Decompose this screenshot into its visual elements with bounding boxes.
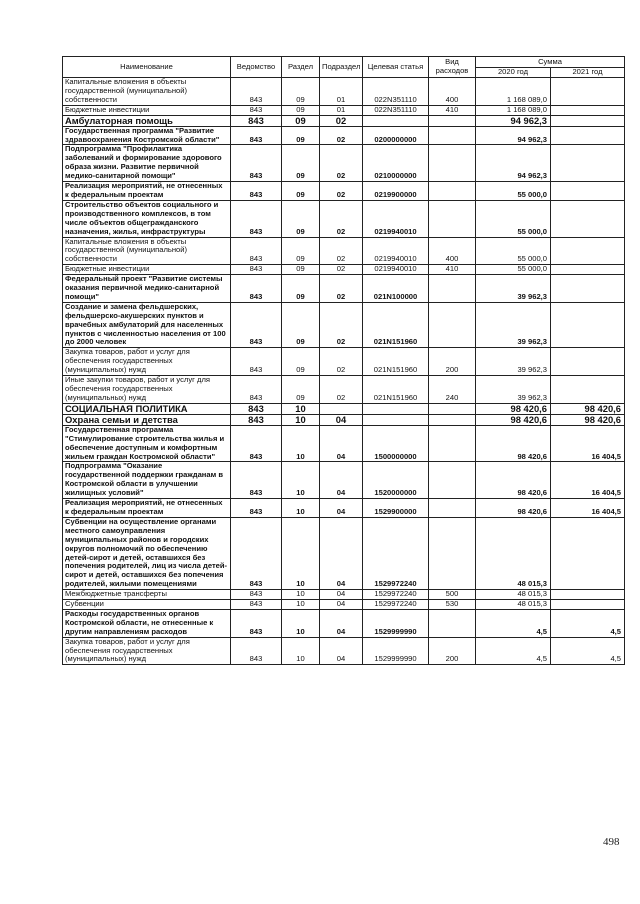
- row-dept: 843: [231, 265, 282, 275]
- row-name: Капитальные вложения в объекты государственной (муниципальной) собственности: [63, 237, 231, 265]
- row-sum-2021: [551, 105, 625, 115]
- row-sum-2021: [551, 78, 625, 106]
- row-subsection: 02: [320, 200, 363, 237]
- row-expense: 200: [429, 348, 476, 376]
- table-row: [63, 200, 625, 237]
- row-section: 09: [282, 115, 320, 126]
- table-row: [63, 145, 625, 182]
- row-name: Реализация мероприятий, не отнесенных к федеральным проектам: [63, 182, 231, 201]
- table-row: [63, 414, 625, 425]
- row-sum-2021: [551, 145, 625, 182]
- row-sum-2020: 55 000,0: [476, 200, 551, 237]
- row-subsection: [320, 403, 363, 414]
- row-sum-2021: [551, 517, 625, 589]
- table-row: [63, 637, 625, 665]
- row-article: 1529999990: [363, 609, 429, 637]
- row-sum-2020: 98 420,6: [476, 425, 551, 462]
- row-sum-2020: 55 000,0: [476, 265, 551, 275]
- row-expense: [429, 499, 476, 518]
- row-section: 09: [282, 78, 320, 106]
- row-section: 09: [282, 182, 320, 201]
- table-row: [63, 499, 625, 518]
- row-dept: 843: [231, 200, 282, 237]
- row-name: Субвенции: [63, 600, 231, 610]
- row-article: 1529972240: [363, 590, 429, 600]
- row-name: Федеральный проект "Развитие системы оказания первичной медико-санитарной помощи": [63, 275, 231, 303]
- row-article: [363, 403, 429, 414]
- row-sum-2021: [551, 275, 625, 303]
- row-name: Реализация мероприятий, не отнесенных к федеральным проектам: [63, 499, 231, 518]
- row-subsection: 02: [320, 302, 363, 348]
- row-subsection: 04: [320, 517, 363, 589]
- row-expense: 500: [429, 590, 476, 600]
- row-name: СОЦИАЛЬНАЯ ПОЛИТИКА: [63, 403, 231, 414]
- row-sum-2021: [551, 600, 625, 610]
- row-name: Амбулаторная помощь: [63, 115, 231, 126]
- row-dept: 843: [231, 115, 282, 126]
- row-article: 0219940010: [363, 237, 429, 265]
- row-name: Создание и замена фельдшерских, фельдшерско-акушерских пунктов и врачебных амбулаторий для населенных пунктов с численностью населения от 100 до 2000 человек: [63, 302, 231, 348]
- row-section: 09: [282, 105, 320, 115]
- row-sum-2020: 39 962,3: [476, 376, 551, 404]
- row-section: 10: [282, 499, 320, 518]
- row-name: Бюджетные инвестиции: [63, 105, 231, 115]
- table-body: [63, 78, 625, 665]
- row-sum-2021: 98 420,6: [551, 403, 625, 414]
- row-dept: 843: [231, 517, 282, 589]
- row-subsection: 02: [320, 182, 363, 201]
- row-subsection: 01: [320, 78, 363, 106]
- row-sum-2021: [551, 115, 625, 126]
- row-article: 021N151960: [363, 348, 429, 376]
- table-row: [63, 78, 625, 106]
- row-sum-2020: 4,5: [476, 637, 551, 665]
- row-sum-2021: [551, 237, 625, 265]
- row-sum-2021: 16 404,5: [551, 425, 625, 462]
- row-section: 09: [282, 237, 320, 265]
- row-expense: [429, 609, 476, 637]
- row-expense: [429, 126, 476, 145]
- row-subsection: 04: [320, 600, 363, 610]
- row-sum-2020: 48 015,3: [476, 600, 551, 610]
- row-dept: 843: [231, 462, 282, 499]
- table-row: [63, 462, 625, 499]
- header-subsection: Подраздел: [320, 57, 363, 78]
- row-sum-2021: [551, 376, 625, 404]
- table-row: [63, 590, 625, 600]
- row-expense: 400: [429, 237, 476, 265]
- row-dept: 843: [231, 105, 282, 115]
- row-expense: [429, 403, 476, 414]
- row-expense: [429, 115, 476, 126]
- row-sum-2021: 16 404,5: [551, 462, 625, 499]
- row-name: Межбюджетные трансферты: [63, 590, 231, 600]
- row-section: 10: [282, 590, 320, 600]
- row-name: Подпрограмма "Оказание государственной поддержки гражданам в Костромской области в улучшении жилищных условий": [63, 462, 231, 499]
- header-article: Целевая статья: [363, 57, 429, 78]
- row-article: [363, 414, 429, 425]
- row-expense: [429, 517, 476, 589]
- row-sum-2020: 55 000,0: [476, 182, 551, 201]
- row-dept: 843: [231, 414, 282, 425]
- row-name: Субвенции на осуществление органами местного самоуправления муниципальных районов и городских округов полномочий по обеспечению детей-сирот и детей, оставшихся без попечения родителей, лиц из числа детей-сирот и детей, оставшихся без попечения родителей, жилыми помещениями: [63, 517, 231, 589]
- row-section: 09: [282, 126, 320, 145]
- row-dept: 843: [231, 302, 282, 348]
- row-section: 10: [282, 600, 320, 610]
- row-dept: 843: [231, 275, 282, 303]
- row-dept: 843: [231, 348, 282, 376]
- row-article: 021N100000: [363, 275, 429, 303]
- row-article: 1500000000: [363, 425, 429, 462]
- row-sum-2021: [551, 200, 625, 237]
- row-article: 0219940010: [363, 200, 429, 237]
- row-sum-2021: 4,5: [551, 609, 625, 637]
- row-dept: 843: [231, 237, 282, 265]
- row-expense: [429, 145, 476, 182]
- row-subsection: 04: [320, 590, 363, 600]
- row-subsection: 02: [320, 275, 363, 303]
- row-sum-2021: [551, 348, 625, 376]
- row-expense: 240: [429, 376, 476, 404]
- row-dept: 843: [231, 182, 282, 201]
- table-row: [63, 182, 625, 201]
- row-section: 10: [282, 517, 320, 589]
- table-row: [63, 403, 625, 414]
- row-section: 10: [282, 403, 320, 414]
- header-section: Раздел: [282, 57, 320, 78]
- row-sum-2020: 98 420,6: [476, 403, 551, 414]
- row-article: 0210000000: [363, 145, 429, 182]
- row-dept: 843: [231, 590, 282, 600]
- row-section: 10: [282, 414, 320, 425]
- row-article: 1520000000: [363, 462, 429, 499]
- row-article: 0219900000: [363, 182, 429, 201]
- row-subsection: 02: [320, 348, 363, 376]
- row-expense: [429, 302, 476, 348]
- row-section: 09: [282, 348, 320, 376]
- row-expense: [429, 275, 476, 303]
- row-subsection: 01: [320, 105, 363, 115]
- row-subsection: 04: [320, 414, 363, 425]
- row-sum-2021: [551, 182, 625, 201]
- row-subsection: 04: [320, 425, 363, 462]
- row-expense: 530: [429, 600, 476, 610]
- row-article: 1529900000: [363, 499, 429, 518]
- row-name: Закупка товаров, работ и услуг для обеспечения государственных (муниципальных) нужд: [63, 348, 231, 376]
- row-sum-2021: [551, 302, 625, 348]
- row-expense: [429, 462, 476, 499]
- row-section: 10: [282, 425, 320, 462]
- row-article: 1529972240: [363, 517, 429, 589]
- row-expense: 200: [429, 637, 476, 665]
- budget-table: [62, 56, 625, 665]
- row-sum-2021: 98 420,6: [551, 414, 625, 425]
- row-expense: [429, 200, 476, 237]
- row-expense: 410: [429, 105, 476, 115]
- table-row: [63, 302, 625, 348]
- row-dept: 843: [231, 425, 282, 462]
- row-sum-2020: 1 168 089,0: [476, 105, 551, 115]
- row-dept: 843: [231, 609, 282, 637]
- row-name: Охрана семьи и детства: [63, 414, 231, 425]
- header-2021: 2021 год: [551, 68, 625, 78]
- header-sum: Сумма: [476, 57, 625, 68]
- header-expense: Вид расходов: [429, 57, 476, 78]
- row-sum-2020: 98 420,6: [476, 462, 551, 499]
- table-row: [63, 425, 625, 462]
- row-dept: 843: [231, 145, 282, 182]
- row-dept: 843: [231, 499, 282, 518]
- table-row: [63, 115, 625, 126]
- row-subsection: 04: [320, 609, 363, 637]
- row-subsection: 04: [320, 462, 363, 499]
- table-row: [63, 348, 625, 376]
- row-section: 10: [282, 462, 320, 499]
- table-row: [63, 265, 625, 275]
- row-sum-2020: 94 962,3: [476, 145, 551, 182]
- row-expense: [429, 425, 476, 462]
- row-name: Государственная программа "Стимулирование строительства жилья и обеспечение доступным и комфортным жильем граждан Костромской области": [63, 425, 231, 462]
- row-expense: 410: [429, 265, 476, 275]
- row-dept: 843: [231, 376, 282, 404]
- row-sum-2021: 4,5: [551, 637, 625, 665]
- row-section: 09: [282, 200, 320, 237]
- row-sum-2020: 48 015,3: [476, 590, 551, 600]
- table-row: [63, 105, 625, 115]
- row-section: 10: [282, 637, 320, 665]
- row-subsection: 02: [320, 376, 363, 404]
- table-row: [63, 609, 625, 637]
- row-sum-2020: 98 420,6: [476, 414, 551, 425]
- table-row: [63, 376, 625, 404]
- row-sum-2020: 98 420,6: [476, 499, 551, 518]
- row-name: Строительство объектов социального и производственного комплексов, в том числе объектов общегражданского назначения, жилья, инфраструктуры: [63, 200, 231, 237]
- row-sum-2020: 48 015,3: [476, 517, 551, 589]
- table-row: [63, 517, 625, 589]
- row-expense: [429, 414, 476, 425]
- header-name: Наименование: [63, 57, 231, 78]
- row-subsection: 02: [320, 126, 363, 145]
- row-sum-2020: 39 962,3: [476, 275, 551, 303]
- row-name: Подпрограмма "Профилактика заболеваний и формирование здорового образа жизни. Развитие первичной медико-санитарной помощи": [63, 145, 231, 182]
- row-name: Государственная программа "Развитие здравоохранения Костромской области": [63, 126, 231, 145]
- row-sum-2020: 4,5: [476, 609, 551, 637]
- row-section: 09: [282, 145, 320, 182]
- row-sum-2020: 1 168 089,0: [476, 78, 551, 106]
- row-dept: 843: [231, 78, 282, 106]
- row-section: 09: [282, 376, 320, 404]
- row-sum-2021: [551, 265, 625, 275]
- row-article: 021N151960: [363, 376, 429, 404]
- row-expense: 400: [429, 78, 476, 106]
- header-2020: 2020 год: [476, 68, 551, 78]
- row-article: 1529999990: [363, 637, 429, 665]
- row-sum-2021: [551, 126, 625, 145]
- row-name: Иные закупки товаров, работ и услуг для обеспечения государственных (муниципальных) нужд: [63, 376, 231, 404]
- row-expense: [429, 182, 476, 201]
- row-subsection: 02: [320, 237, 363, 265]
- row-sum-2021: [551, 590, 625, 600]
- row-sum-2021: 16 404,5: [551, 499, 625, 518]
- row-article: 022N351110: [363, 78, 429, 106]
- row-section: 09: [282, 265, 320, 275]
- row-subsection: 02: [320, 145, 363, 182]
- row-name: Бюджетные инвестиции: [63, 265, 231, 275]
- row-article: 021N151960: [363, 302, 429, 348]
- row-subsection: 02: [320, 115, 363, 126]
- row-dept: 843: [231, 637, 282, 665]
- table-row: [63, 600, 625, 610]
- row-section: 09: [282, 302, 320, 348]
- header-dept: Ведомство: [231, 57, 282, 78]
- row-sum-2020: 55 000,0: [476, 237, 551, 265]
- row-article: 1529972240: [363, 600, 429, 610]
- row-subsection: 04: [320, 499, 363, 518]
- row-article: 0219940010: [363, 265, 429, 275]
- table-row: [63, 237, 625, 265]
- row-name: Закупка товаров, работ и услуг для обеспечения государственных (муниципальных) нужд: [63, 637, 231, 665]
- row-section: 09: [282, 275, 320, 303]
- row-name: Капитальные вложения в объекты государственной (муниципальной) собственности: [63, 78, 231, 106]
- row-subsection: 02: [320, 265, 363, 275]
- table-row: [63, 126, 625, 145]
- table-row: [63, 275, 625, 303]
- row-dept: 843: [231, 126, 282, 145]
- row-article: [363, 115, 429, 126]
- row-sum-2020: 94 962,3: [476, 115, 551, 126]
- row-subsection: 04: [320, 637, 363, 665]
- page-number: 498: [603, 836, 620, 848]
- row-dept: 843: [231, 403, 282, 414]
- row-article: 0200000000: [363, 126, 429, 145]
- row-sum-2020: 39 962,3: [476, 348, 551, 376]
- row-article: 022N351110: [363, 105, 429, 115]
- row-sum-2020: 39 962,3: [476, 302, 551, 348]
- row-name: Расходы государственных органов Костромской области, не отнесенные к другим направлениям расходов: [63, 609, 231, 637]
- row-sum-2020: 94 962,3: [476, 126, 551, 145]
- row-dept: 843: [231, 600, 282, 610]
- row-section: 10: [282, 609, 320, 637]
